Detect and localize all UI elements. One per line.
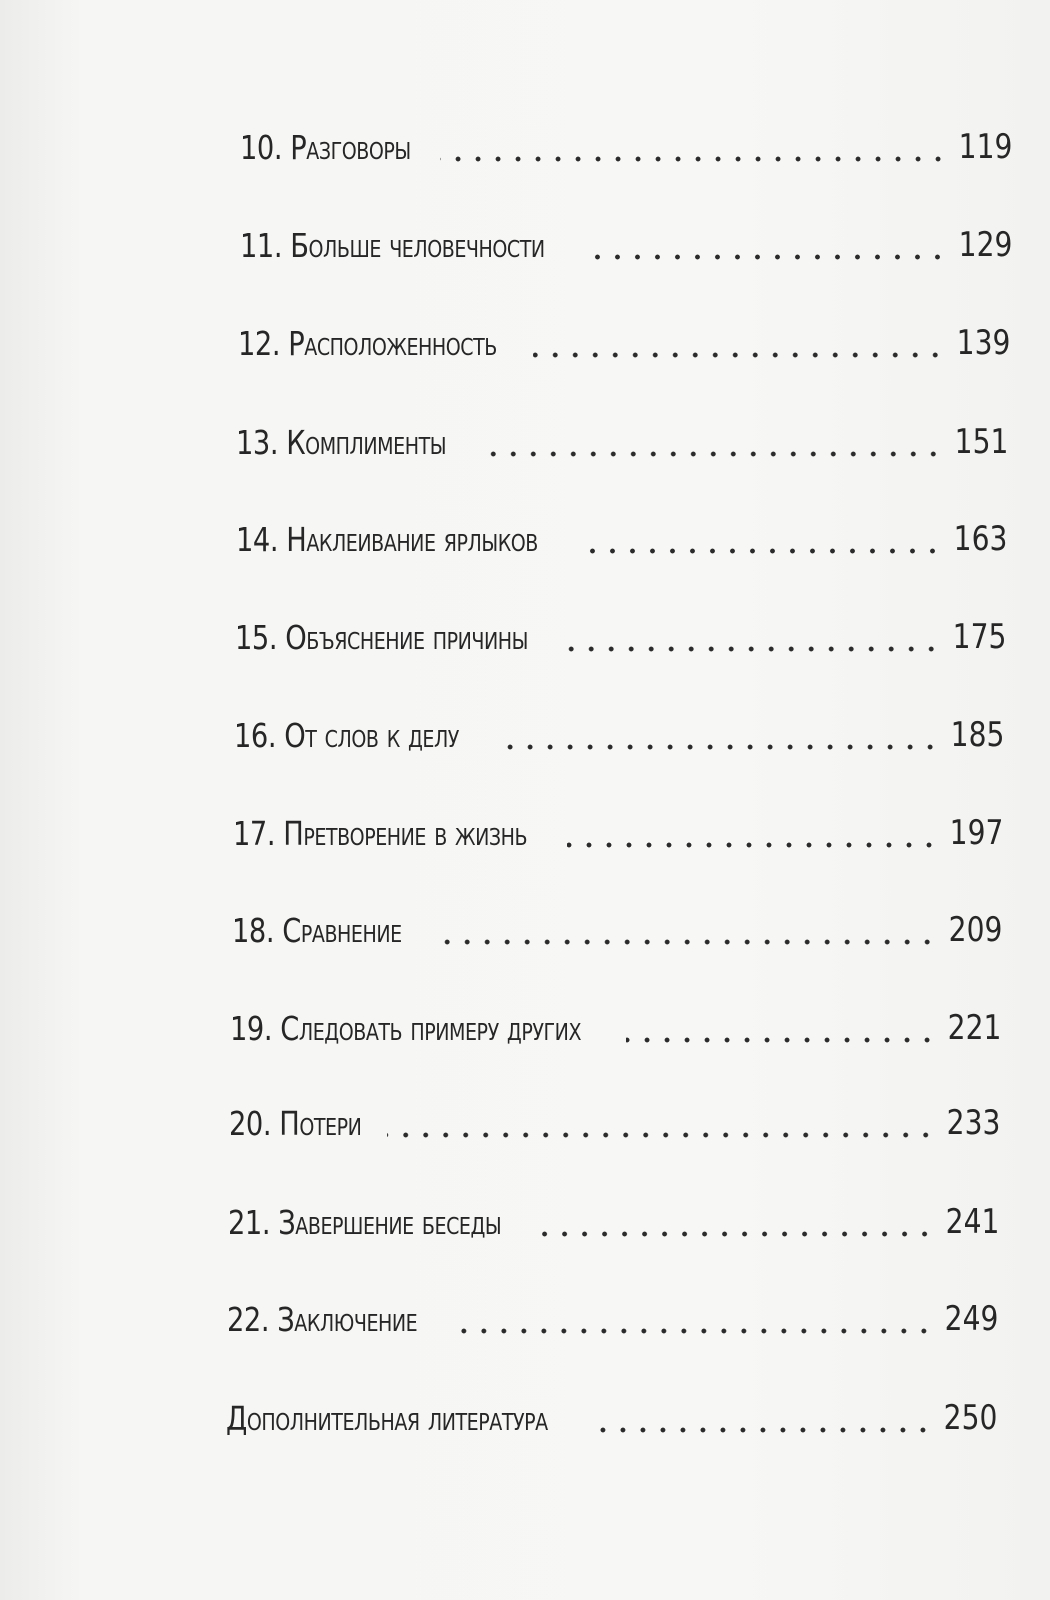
dot-leader: [567, 815, 939, 851]
toc-entry-title: Дополнительная литература: [226, 1398, 548, 1438]
toc-entry-title: 10. Разговоры: [240, 127, 411, 167]
toc-entry-page: 221: [947, 1008, 1001, 1048]
toc-entry: [230, 998, 1001, 1058]
toc-entry: [236, 509, 1007, 569]
toc-entry-title: 22. Заключение: [227, 1299, 418, 1339]
toc-entry-title: 17. Претворение в жизнь: [233, 813, 528, 853]
toc-entry-page: 233: [946, 1103, 1000, 1143]
dot-leader: [493, 717, 940, 753]
dot-leader: [478, 424, 943, 460]
dot-leader: [578, 521, 942, 557]
toc-entry-title: 19. Следовать примеру других: [230, 1008, 582, 1048]
toc-entry: [236, 412, 1008, 472]
toc-entry-title: 13. Комплименты: [236, 422, 447, 462]
toc-entry-page: 139: [956, 323, 1010, 363]
toc-entry-page: 163: [953, 519, 1007, 559]
toc-entry-page: 185: [950, 715, 1004, 755]
toc-entry-title: 21. Завершение беседы: [228, 1202, 502, 1242]
toc-entry-page: 197: [949, 813, 1003, 853]
toc-entry-page: 119: [958, 127, 1012, 167]
dot-leader: [539, 1204, 935, 1240]
dot-leader: [430, 912, 937, 948]
toc-entry: [238, 313, 1010, 373]
toc-entry-title: 12. Расположенность: [238, 323, 497, 363]
toc-entry-title: 11. Больше человечности: [240, 225, 545, 265]
toc-entry: [240, 215, 1012, 275]
toc-entry-title: 16. От слов к делу: [234, 715, 459, 755]
toc-entry: [233, 803, 1003, 863]
toc-entry-page: 151: [954, 422, 1008, 462]
dot-leader: [626, 1010, 937, 1046]
dot-leader: [590, 1400, 933, 1436]
dot-leader: [440, 129, 948, 165]
toc-entry-title: 18. Сравнение: [232, 910, 402, 950]
dot-leader: [585, 227, 947, 263]
toc-entry: [229, 1093, 1000, 1153]
toc-entry: [226, 1388, 997, 1448]
toc-entry: [240, 117, 1012, 177]
toc-entry: [235, 607, 1006, 667]
toc-entry-page: 249: [944, 1299, 998, 1339]
toc-entry: [228, 1192, 999, 1252]
toc-entry-title: 20. Потери: [229, 1103, 362, 1143]
dot-leader: [567, 619, 941, 655]
toc-entry-title: 15. Объяснение причины: [235, 617, 528, 657]
toc-entry-page: 175: [952, 617, 1006, 657]
toc-entry-page: 129: [958, 225, 1012, 265]
toc-entry-page: 209: [948, 910, 1002, 950]
toc-entry-title: 14. Наклеивание ярлыков: [236, 519, 538, 559]
toc-entry: [232, 900, 1002, 960]
toc-entry-page: 241: [945, 1202, 999, 1242]
dot-leader: [448, 1301, 934, 1337]
toc-entry: [227, 1289, 998, 1349]
toc-entry-page: 250: [943, 1398, 997, 1438]
dot-leader: [533, 325, 945, 361]
toc-entry: [234, 705, 1004, 765]
dot-leader: [387, 1105, 936, 1141]
